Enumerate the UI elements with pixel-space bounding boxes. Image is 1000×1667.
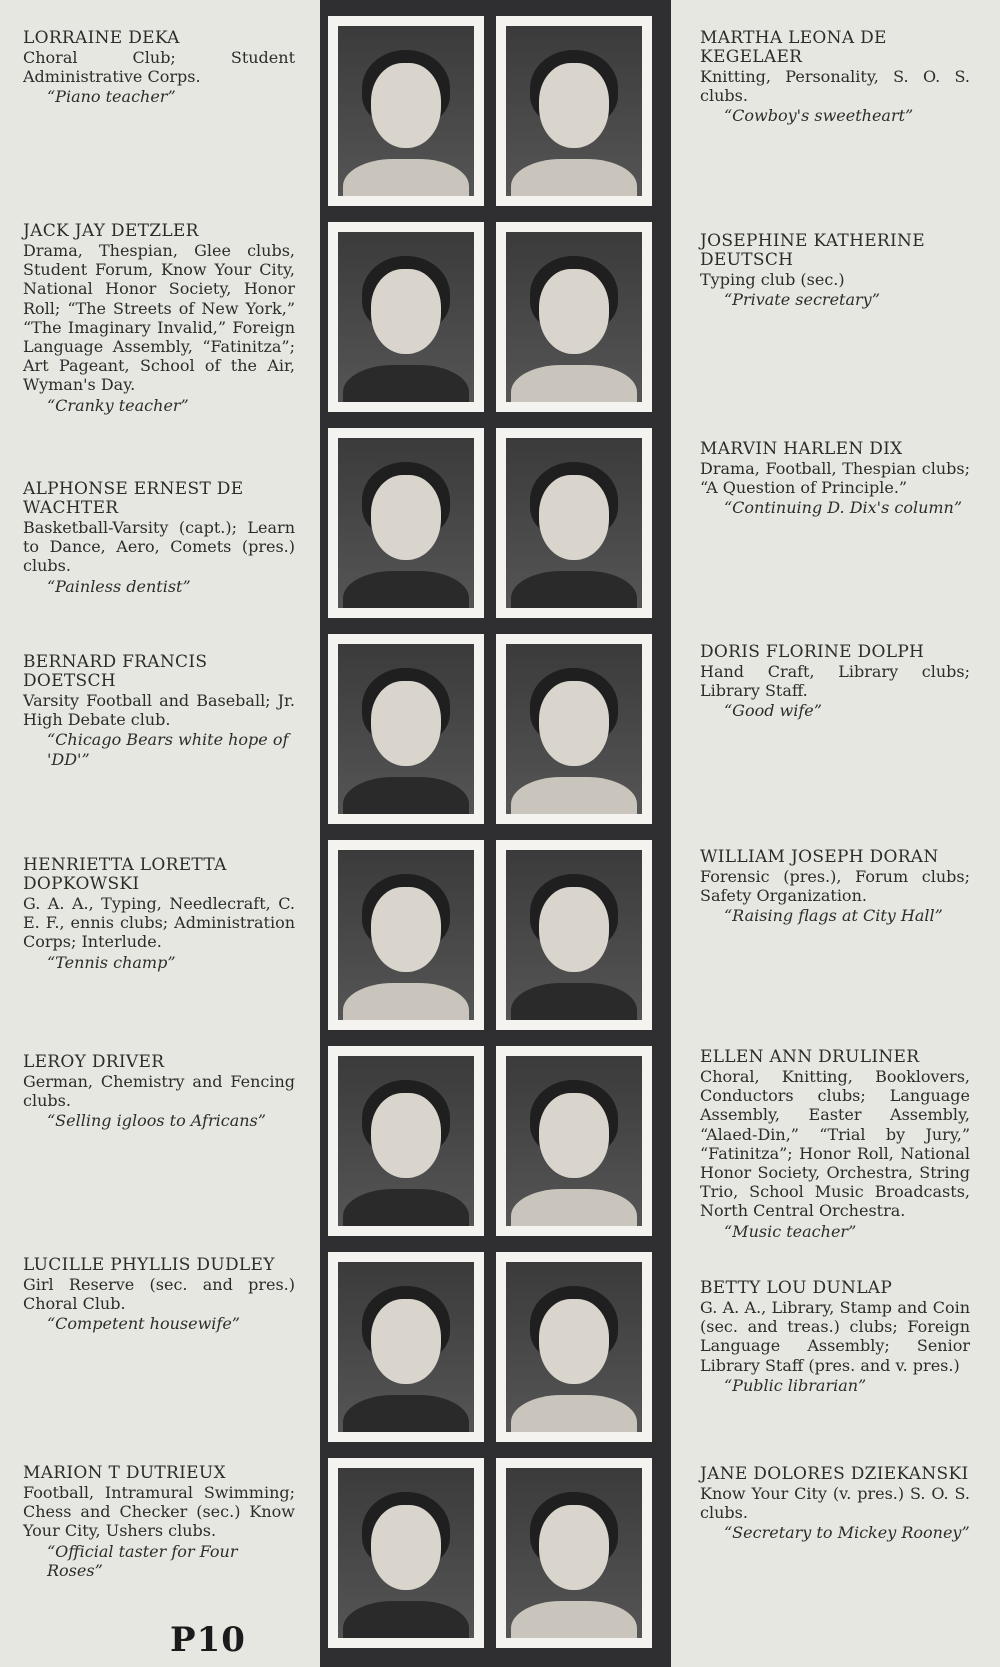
student-activities: German, Chemistry and Fencing clubs. [23,1072,295,1111]
student-name: BETTY LOU DUNLAP [700,1278,893,1298]
portrait-photo-william-doran [496,840,652,1030]
student-quote: “Private secretary” [724,290,880,310]
portrait-photo-ellen-druliner [496,1046,652,1236]
student-quote: “Secretary to Mickey Rooney” [724,1523,970,1543]
student-quote: “Music teacher” [724,1221,857,1241]
student-name: JANE DOLORES DZIEKANSKI [700,1464,969,1484]
student-activities: Typing club (sec.) [700,270,845,289]
portrait-photo-jane-dziekanski [496,1458,652,1648]
student-name: ELLEN ANN DRULINER [700,1047,920,1067]
student-quote: “Tennis champ” [47,952,176,972]
bio-marion-t-dutrieux [23,1464,295,1580]
student-activities: Forensic (pres.), Forum clubs; Safety Organization. [700,867,970,906]
bio-josephine-katherine-deutsch [700,232,970,309]
portrait-photo-lorraine-deka [328,16,484,206]
portrait-photo-alphonse-de-wachter [328,428,484,618]
student-name: LORRAINE DEKA [23,28,180,48]
student-quote: “Official taster for Four Roses” [47,1541,238,1580]
bio-bernard-francis-doetsch [23,653,295,769]
student-activities: Varsity Football and Baseball; Jr. High Debate club. [23,691,295,730]
student-quote: “Good wife” [724,701,822,721]
student-name: MARVIN HARLEN DIX [700,439,903,459]
page-number: P10 [170,1620,246,1660]
portrait-photo-josephine-deutsch [496,222,652,412]
bio-jane-dolores-dziekanski [700,1465,970,1543]
portrait-photo-henrietta-dopkowski [328,840,484,1030]
photo-strip [320,0,671,1667]
student-quote: “Competent housewife” [47,1314,240,1334]
portrait-photo-marion-dutrieux [328,1458,484,1648]
student-activities: G. A. A., Library, Stamp and Coin (sec. and treas.) clubs; Foreign Language Assembly; Senior Library Staff (pres. and v. pres.) [700,1298,970,1375]
student-quote: “Chicago Bears white hope of 'DD'” [47,730,289,769]
bio-lucille-phyllis-dudley [23,1256,295,1334]
bio-martha-leona-de-kegelaer [700,29,970,126]
student-name: MARTHA LEONA DE KEGELAER [700,28,887,67]
student-quote: “Selling igloos to Africans” [47,1111,266,1131]
student-activities: Drama, Football, Thespian clubs; “A Question of Principle.” [700,459,970,498]
student-name: HENRIETTA LORETTA DOPKOWSKI [23,855,227,894]
student-quote: “Public librarian” [724,1375,867,1395]
student-quote: “Piano teacher” [47,87,176,107]
bio-betty-lou-dunlap [700,1279,970,1395]
student-quote: “Painless dentist” [47,576,191,596]
student-activities: Knitting, Personality, S. O. S. clubs. [700,67,970,106]
student-name: WILLIAM JOSEPH DORAN [700,847,939,867]
student-activities: Girl Reserve (sec. and pres.) Choral Club. [23,1275,295,1314]
student-activities: Drama, Thespian, Glee clubs, Student Forum, Know Your City, National Honor Society, Honor Roll; “The Streets of New York,” “The Imaginary Invalid,” Foreign Language Assembly, “Fatinitza”; Art Pageant, School of the Air, Wyman's Day. [23,241,295,395]
portrait-photo-marvin-dix [496,428,652,618]
student-activities: Hand Craft, Library clubs; Library Staff. [700,662,970,701]
student-activities: Know Your City (v. pres.) S. O. S. clubs. [700,1484,970,1523]
student-activities: G. A. A., Typing, Needlecraft, C. E. F., ennis clubs; Administration Corps; Interlude. [23,894,295,952]
student-quote: “Cowboy's sweetheart” [724,106,914,126]
portrait-photo-doris-dolph [496,634,652,824]
bio-william-joseph-doran [700,848,970,926]
bio-alphonse-ernest-de-wachter [23,480,295,596]
student-name: BERNARD FRANCIS DOETSCH [23,652,208,691]
student-name: JOSEPHINE KATHERINE DEUTSCH [700,231,925,270]
bio-leroy-driver [23,1053,295,1131]
bio-henrietta-loretta-dopkowski [23,856,295,972]
student-name: JACK JAY DETZLER [23,221,199,241]
portrait-photo-jack-detzler [328,222,484,412]
bio-doris-florine-dolph [700,643,970,721]
student-activities: Football, Intramural Swimming; Chess and Checker (sec.) Know Your City, Ushers clubs. [23,1483,295,1541]
student-activities: Basketball-Varsity (capt.); Learn to Dance, Aero, Comets (pres.) clubs. [23,518,295,576]
student-name: ALPHONSE ERNEST DE WACHTER [23,479,244,518]
student-name: LEROY DRIVER [23,1052,165,1072]
student-quote: “Cranky teacher” [47,395,189,415]
portrait-photo-bernard-doetsch [328,634,484,824]
portrait-photo-betty-dunlap [496,1252,652,1442]
student-name: DORIS FLORINE DOLPH [700,642,925,662]
student-name: MARION T DUTRIEUX [23,1463,226,1483]
student-activities: Choral Club; Student Administrative Corps. [23,48,295,87]
student-activities: Choral, Knitting, Booklovers, Conductors clubs; Language Assembly, Easter Assembly, “Alaed-Din,” “Trial by Jury,” “Fatinitza”; Honor Roll, National Honor Society, Orchestra, String Trio, School Music Broadcasts, North Central Orchestra. [700,1067,970,1221]
bio-ellen-ann-druliner [700,1048,970,1241]
student-name: LUCILLE PHYLLIS DUDLEY [23,1255,275,1275]
portrait-photo-lucille-dudley [328,1252,484,1442]
bio-jack-jay-detzler [23,222,295,415]
portrait-photo-leroy-driver [328,1046,484,1236]
portrait-photo-martha-de-kegelaer [496,16,652,206]
student-quote: “Raising flags at City Hall” [724,906,943,926]
bio-lorraine-deka [23,29,295,107]
student-quote: “Continuing D. Dix's column” [724,498,963,518]
bio-marvin-harlen-dix [700,440,970,518]
